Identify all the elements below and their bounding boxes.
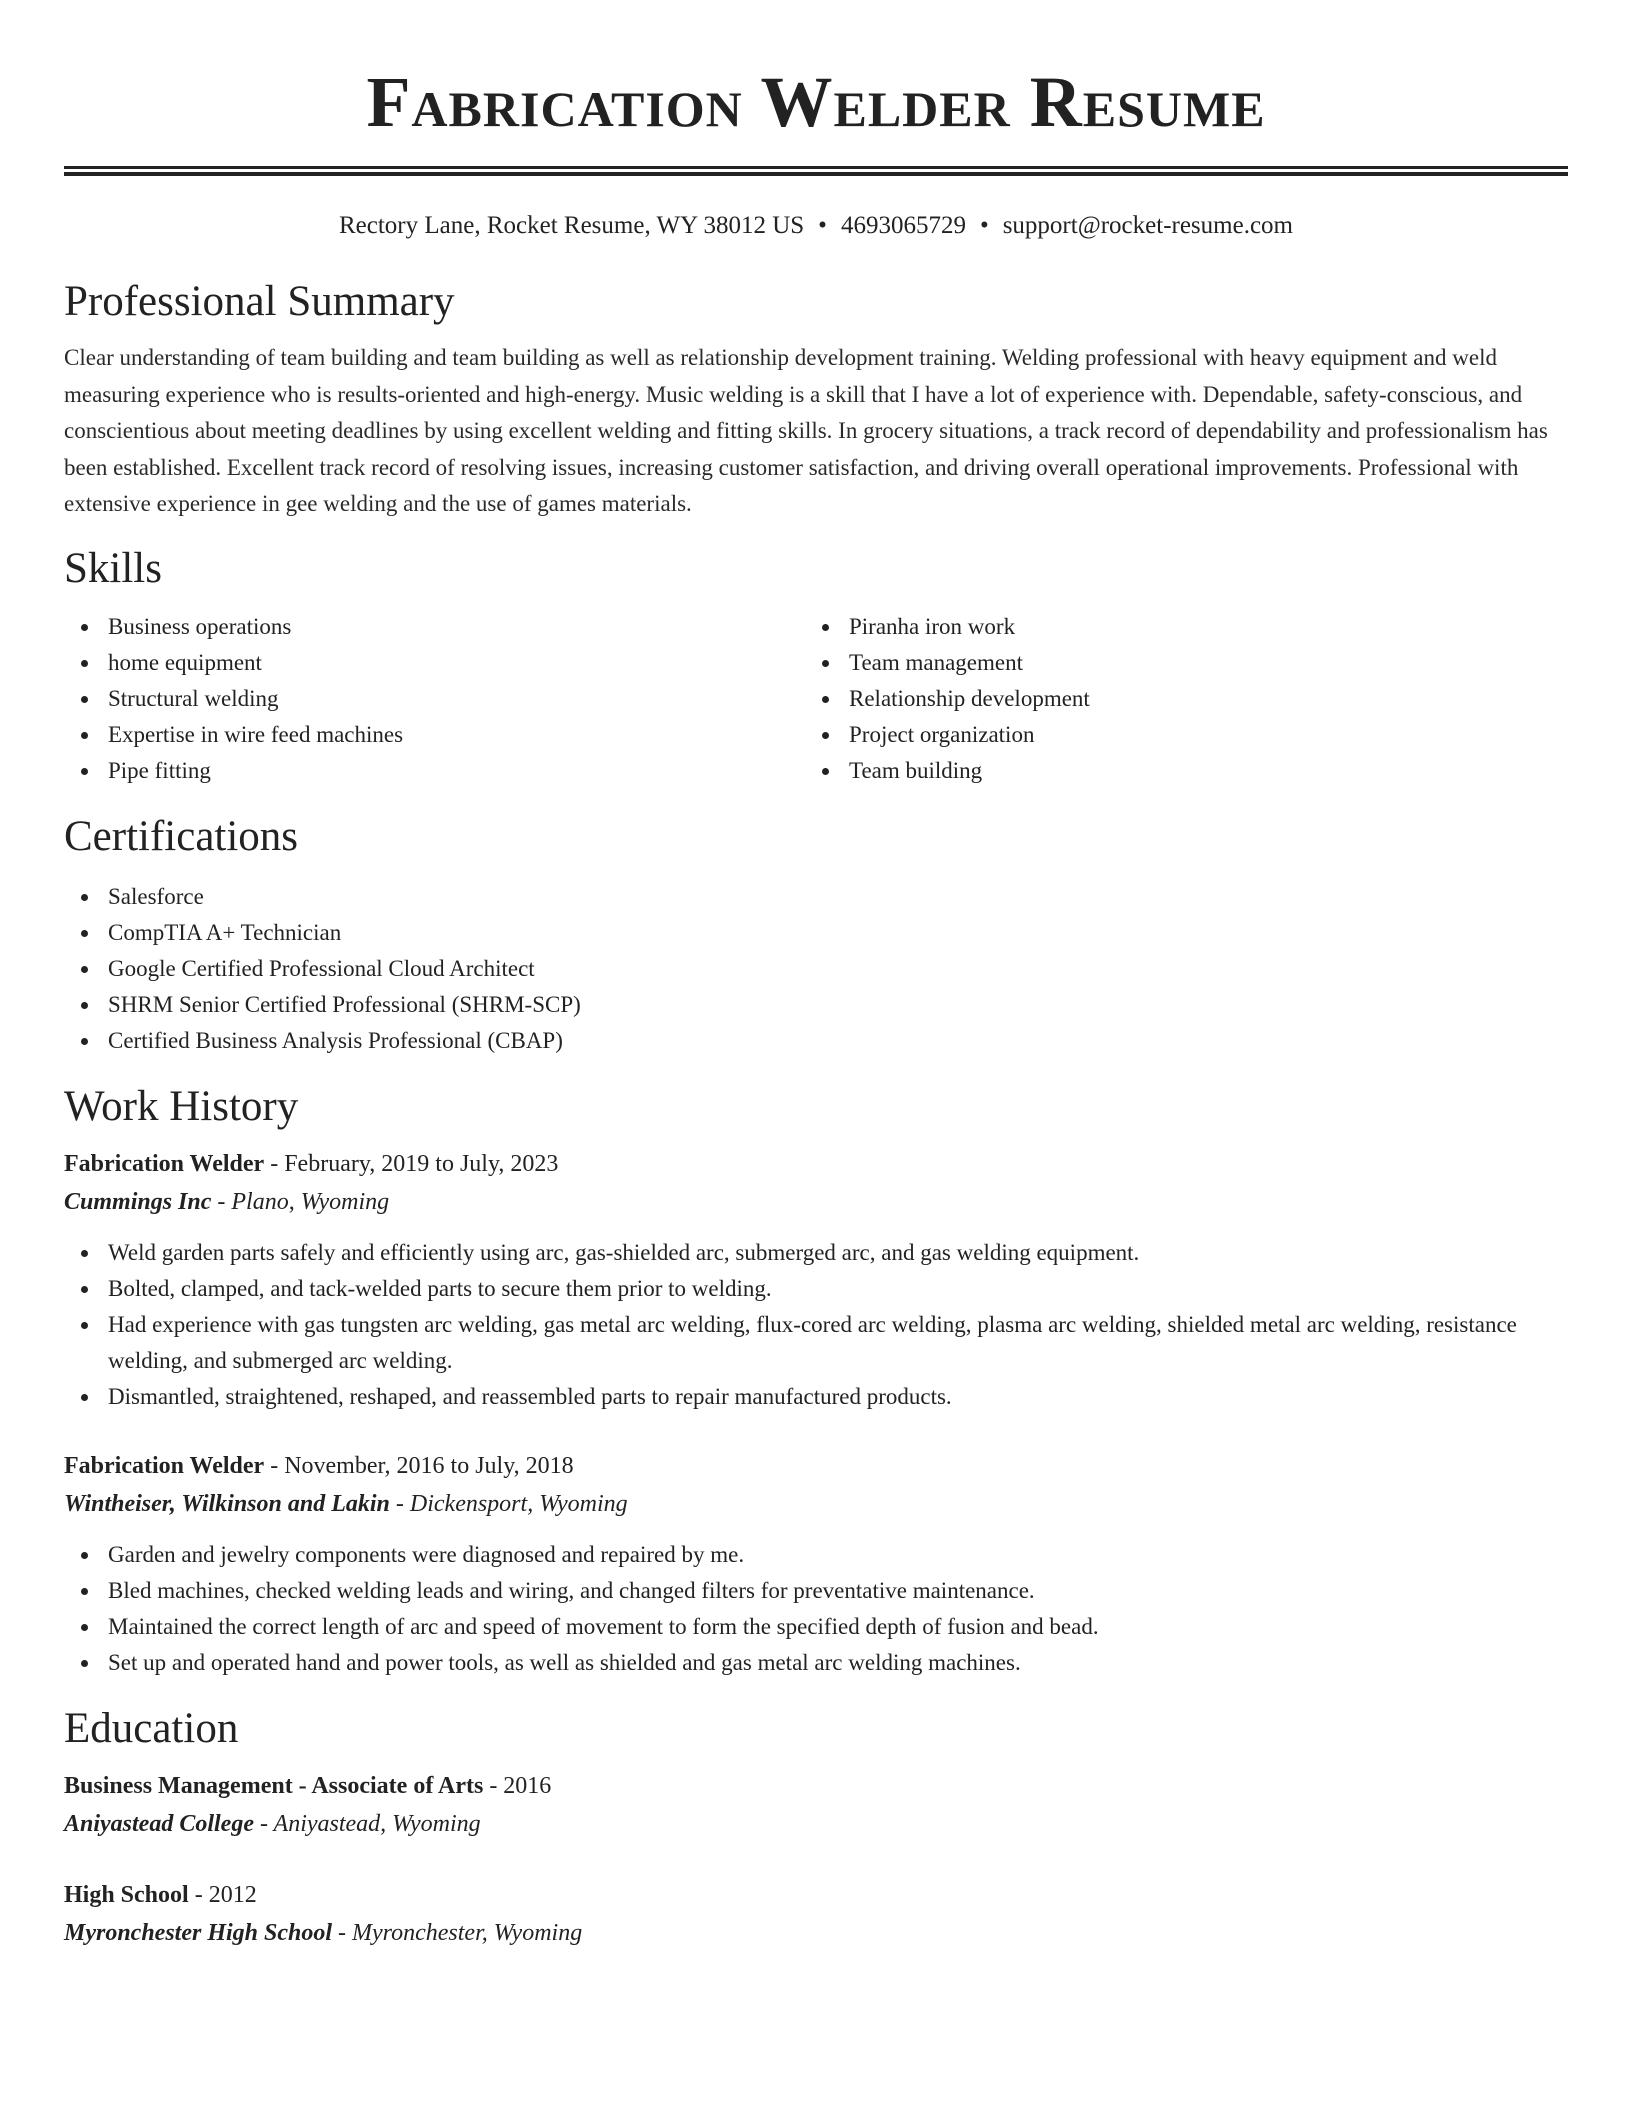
- skills-heading: Skills: [64, 544, 162, 592]
- certification-item: SHRM Senior Certified Professional (SHRM-SCP): [64, 987, 1568, 1023]
- graduation-year: - 2016: [483, 1772, 552, 1799]
- skill-item: Pipe fitting: [64, 753, 805, 789]
- job-duty-item: Weld garden parts safely and efficiently using arc, gas-shielded arc, submerged arc, and gas welding equipment.: [64, 1235, 1568, 1271]
- resume-page: [64, 0, 1568, 1952]
- job-duties-list: [64, 1537, 1568, 1681]
- job-duty-item: Dismantled, straightened, reshaped, and reassembled parts to repair manufactured products.: [64, 1379, 1568, 1415]
- job-duty-item: Maintained the correct length of arc and speed of movement to form the specified depth of fusion and bead.: [64, 1609, 1568, 1645]
- skills-column-right: [805, 609, 1546, 789]
- certification-item: Certified Business Analysis Professional (CBAP): [64, 1023, 1568, 1059]
- skill-item: Business operations: [64, 609, 805, 645]
- title-divider: [64, 166, 1568, 176]
- skill-item: Team building: [805, 753, 1546, 789]
- job-title: Fabrication Welder: [64, 1150, 265, 1177]
- company-location: - Plano, Wyoming: [211, 1188, 390, 1215]
- skill-item: Piranha iron work: [805, 609, 1546, 645]
- degree-line: [64, 1767, 1568, 1805]
- skill-item: Team management: [805, 645, 1546, 681]
- school-name: Myronchester High School: [64, 1919, 333, 1946]
- job-duty-item: Set up and operated hand and power tools, as well as shielded and gas metal arc welding machines.: [64, 1645, 1568, 1681]
- skill-item: Expertise in wire feed machines: [64, 717, 805, 753]
- contact-separator: •: [979, 212, 989, 239]
- skill-item: Relationship development: [805, 681, 1546, 717]
- job-duty-item: Had experience with gas tungsten arc welding, gas metal arc welding, flux-cored arc welding, plasma arc welding, shielded metal arc welding, resistance welding, and submerged arc welding.: [64, 1307, 1568, 1379]
- school-name: Aniyastead College: [64, 1810, 254, 1837]
- certifications-heading: Certifications: [64, 812, 299, 860]
- contact-separator: •: [818, 212, 827, 239]
- job-duties-list: [64, 1235, 1568, 1415]
- skill-item: home equipment: [64, 645, 805, 681]
- job-title-line: [64, 1145, 1568, 1183]
- summary-heading: Professional Summary: [64, 278, 455, 325]
- company-line: [64, 1183, 1568, 1221]
- job-duty-item: Bled machines, checked welding leads and wiring, and changed filters for preventative maintenance.: [64, 1573, 1568, 1609]
- degree-line: [64, 1876, 1568, 1914]
- certification-item: Salesforce: [64, 879, 1568, 915]
- skills-list: [64, 609, 1568, 789]
- contact-address: Rectory Lane, Rocket Resume, WY 38012 US: [338, 212, 805, 239]
- school-location: - Myronchester, Wyoming: [332, 1919, 583, 1946]
- job-title-line: [64, 1447, 1568, 1485]
- contact-phone: 4693065729: [840, 212, 966, 239]
- contact-line: [64, 210, 1568, 242]
- job-dates: - February, 2019 to July, 2023: [264, 1150, 559, 1177]
- job-entry: [64, 1145, 1568, 1415]
- company-location: - Dickensport, Wyoming: [389, 1490, 628, 1517]
- school-line: [64, 1805, 1568, 1843]
- school-line: [64, 1914, 1568, 1952]
- company-name: Cummings Inc: [64, 1188, 212, 1215]
- job-duty-item: Garden and jewelry components were diagnosed and repaired by me.: [64, 1537, 1568, 1573]
- summary-text: Clear understanding of team building and team building as well as relationship development training. Welding professional with heavy equipment and weld measuring experience who is results-oriented and high-energy. Music welding is a skill that I have a lot of experience with. Dependable, safety-conscious, and conscientious about meeting deadlines by using excellent welding and fitting skills. In grocery situations, a track record of dependability and professionalism has been established. Excellent track record of resolving issues, increasing customer satisfaction, and driving overall operational improvements. Professional with extensive experience in gee welding and the use of games materials.: [64, 345, 1548, 517]
- skills-column-left: [64, 609, 805, 789]
- certification-item: CompTIA A+ Technician: [64, 915, 1568, 951]
- skill-item: Project organization: [805, 717, 1546, 753]
- company-line: [64, 1485, 1568, 1523]
- certification-item: Google Certified Professional Cloud Architect: [64, 951, 1568, 987]
- contact-email: support@rocket-resume.com: [1002, 212, 1293, 239]
- education-heading: Education: [64, 1704, 239, 1752]
- education-entry: [64, 1767, 1568, 1843]
- job-duty-item: Bolted, clamped, and tack-welded parts to secure them prior to welding.: [64, 1271, 1568, 1307]
- degree-name: Business Management - Associate of Arts: [64, 1772, 484, 1799]
- education-entry: [64, 1876, 1568, 1952]
- work-history-heading: Work History: [64, 1082, 299, 1130]
- school-location: - Aniyastead, Wyoming: [253, 1810, 481, 1837]
- graduation-year: - 2012: [188, 1881, 257, 1908]
- certifications-list: [64, 879, 1568, 1059]
- company-name: Wintheiser, Wilkinson and Lakin: [64, 1490, 390, 1517]
- degree-name: High School: [64, 1881, 189, 1908]
- job-title: Fabrication Welder: [64, 1452, 265, 1479]
- job-entry: [64, 1447, 1568, 1681]
- job-dates: - November, 2016 to July, 2018: [264, 1452, 574, 1479]
- resume-title: Fabrication Welder Resume: [366, 62, 1266, 142]
- skill-item: Structural welding: [64, 681, 805, 717]
